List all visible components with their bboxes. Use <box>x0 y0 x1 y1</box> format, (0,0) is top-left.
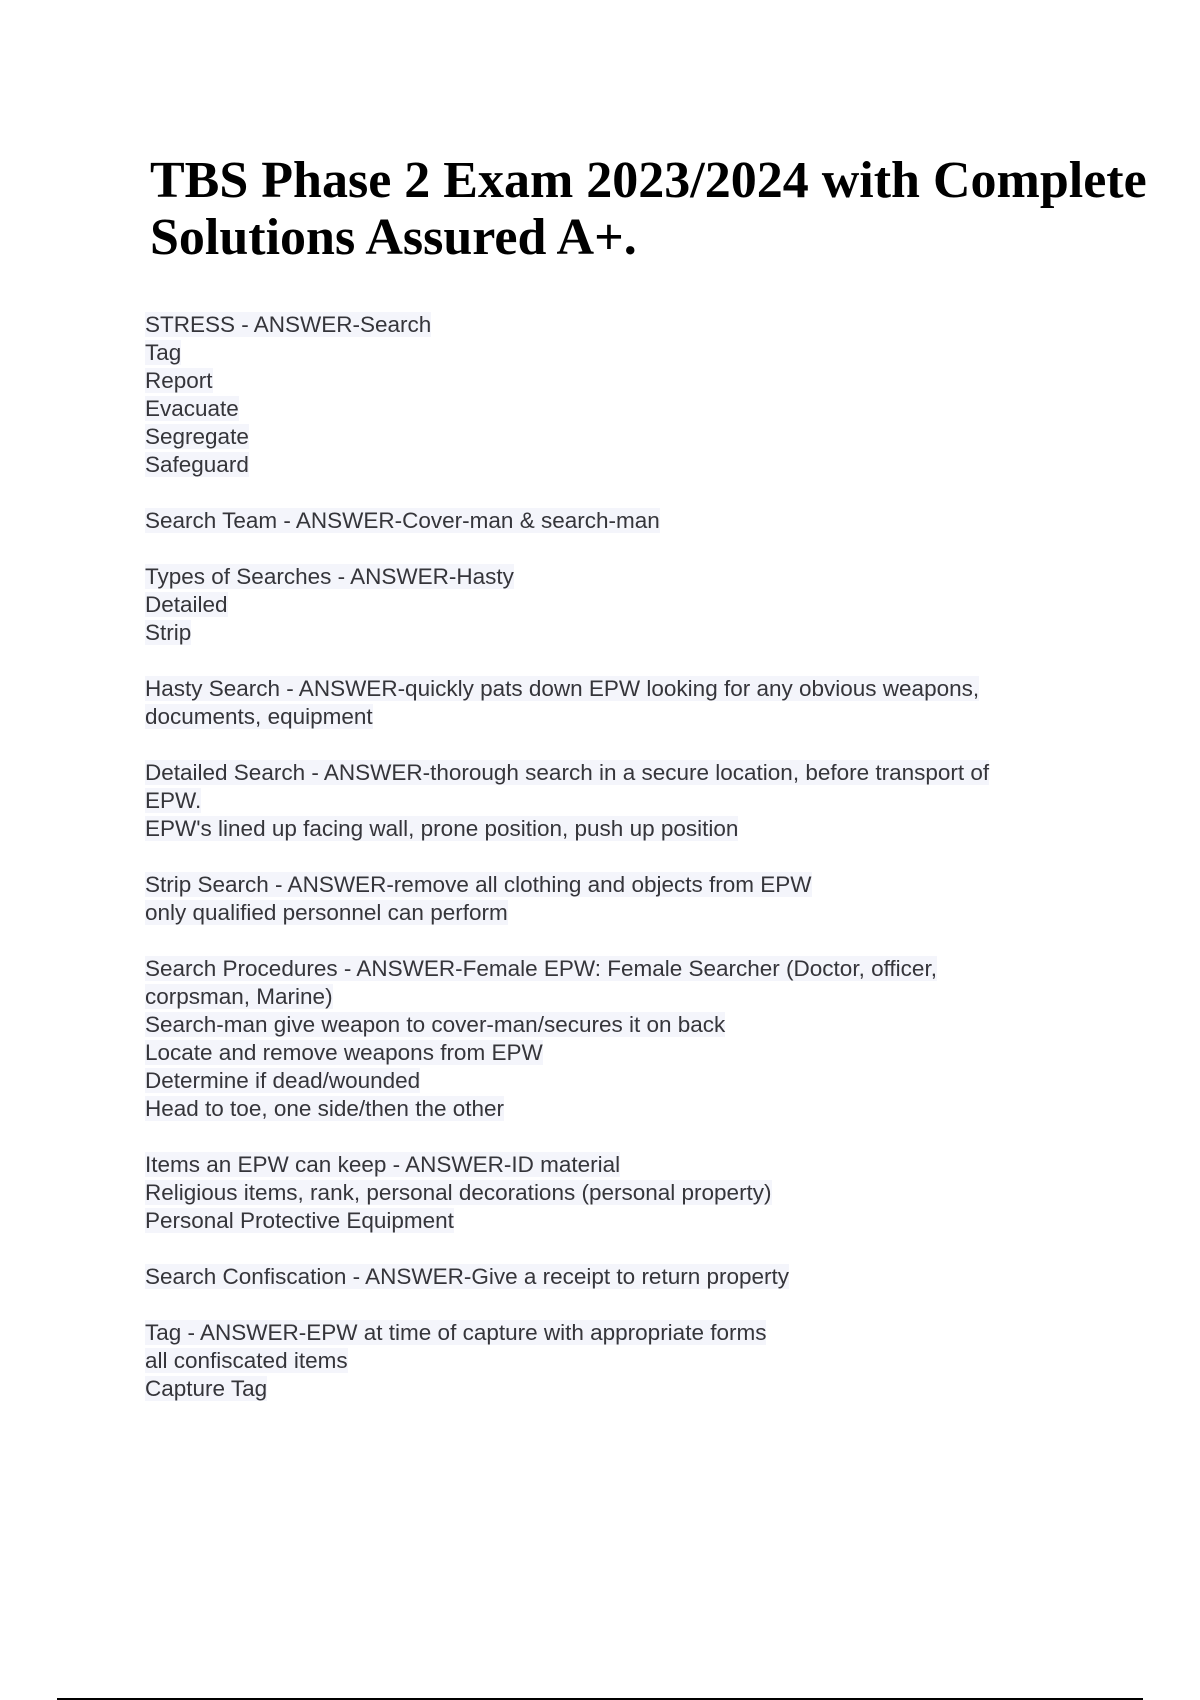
qa-line <box>145 1263 1105 1291</box>
qa-line-text: Strip Search - ANSWER-remove all clothing and objects from EPW <box>145 872 812 897</box>
qa-line-text: Tag <box>145 340 182 365</box>
qa-item <box>145 311 1105 479</box>
qa-line-text: Search Procedures - ANSWER-Female EPW: Female Searcher (Doctor, officer, <box>145 956 937 981</box>
qa-line <box>145 759 1105 787</box>
qa-line-text: Evacuate <box>145 396 239 421</box>
qa-line-text: Religious items, rank, personal decorations (personal property) <box>145 1180 772 1205</box>
qa-line <box>145 1095 1105 1123</box>
qa-line-text: Report <box>145 368 213 393</box>
qa-line <box>145 395 1105 423</box>
qa-line-text: EPW. <box>145 788 202 813</box>
qa-line <box>145 1067 1105 1095</box>
qa-line-text: Capture Tag <box>145 1376 268 1401</box>
qa-line <box>145 1319 1105 1347</box>
qa-line <box>145 787 1105 815</box>
qa-line <box>145 703 1105 731</box>
qa-line <box>145 311 1105 339</box>
qa-line <box>145 339 1105 367</box>
qa-item <box>145 563 1105 647</box>
qa-line <box>145 1151 1105 1179</box>
qa-line-text: Detailed Search - ANSWER-thorough search in a secure location, before transport of <box>145 760 990 785</box>
qa-line <box>145 1375 1105 1403</box>
qa-item <box>145 1319 1105 1403</box>
qa-line-text: corpsman, Marine) <box>145 984 333 1009</box>
qa-item <box>145 1263 1105 1291</box>
qa-line <box>145 1179 1105 1207</box>
qa-line <box>145 451 1105 479</box>
qa-line-text: Locate and remove weapons from EPW <box>145 1040 543 1065</box>
document-title <box>150 152 1180 266</box>
qa-line <box>145 983 1105 1011</box>
title-line: Solutions Assured A+. <box>150 209 637 266</box>
qa-line-text: STRESS - ANSWER-Search <box>145 312 432 337</box>
qa-line-text: Determine if dead/wounded <box>145 1068 421 1093</box>
qa-line-text: Segregate <box>145 424 249 449</box>
qa-item <box>145 507 1105 535</box>
qa-line <box>145 1347 1105 1375</box>
qa-item <box>145 1151 1105 1235</box>
qa-line-text: Search Team - ANSWER-Cover-man & search-man <box>145 508 660 533</box>
qa-line <box>145 367 1105 395</box>
qa-line-text: only qualified personnel can perform <box>145 900 508 925</box>
qa-line-text: Types of Searches - ANSWER-Hasty <box>145 564 514 589</box>
qa-line <box>145 1011 1105 1039</box>
qa-line-text: all confiscated items <box>145 1348 348 1373</box>
qa-line-text: Safeguard <box>145 452 249 477</box>
qa-item <box>145 871 1105 927</box>
qa-line-text: Head to toe, one side/then the other <box>145 1096 505 1121</box>
qa-line-text: Detailed <box>145 592 228 617</box>
qa-list <box>145 311 1105 1431</box>
qa-item <box>145 955 1105 1123</box>
qa-line-text: Personal Protective Equipment <box>145 1208 454 1233</box>
qa-line-text: Tag - ANSWER-EPW at time of capture with appropriate forms <box>145 1320 767 1345</box>
qa-item <box>145 675 1105 731</box>
qa-line-text: Strip <box>145 620 192 645</box>
qa-line <box>145 871 1105 899</box>
qa-line <box>145 675 1105 703</box>
qa-line <box>145 619 1105 647</box>
qa-line-text: Search Confiscation - ANSWER-Give a receipt to return property <box>145 1264 790 1289</box>
qa-line <box>145 955 1105 983</box>
qa-line <box>145 507 1105 535</box>
qa-line <box>145 591 1105 619</box>
qa-line-text: Search-man give weapon to cover-man/secures it on back <box>145 1012 726 1037</box>
qa-line <box>145 563 1105 591</box>
qa-item <box>145 759 1105 843</box>
qa-line-text: Hasty Search - ANSWER-quickly pats down EPW looking for any obvious weapons, <box>145 676 980 701</box>
title-line: TBS Phase 2 Exam 2023/2024 with Complete <box>150 152 1147 209</box>
qa-line <box>145 1039 1105 1067</box>
qa-line-text: Items an EPW can keep - ANSWER-ID material <box>145 1152 621 1177</box>
qa-line-text: documents, equipment <box>145 704 373 729</box>
qa-line <box>145 899 1105 927</box>
qa-line-text: EPW's lined up facing wall, prone position, push up position <box>145 816 739 841</box>
qa-line <box>145 1207 1105 1235</box>
qa-line <box>145 815 1105 843</box>
qa-line <box>145 423 1105 451</box>
